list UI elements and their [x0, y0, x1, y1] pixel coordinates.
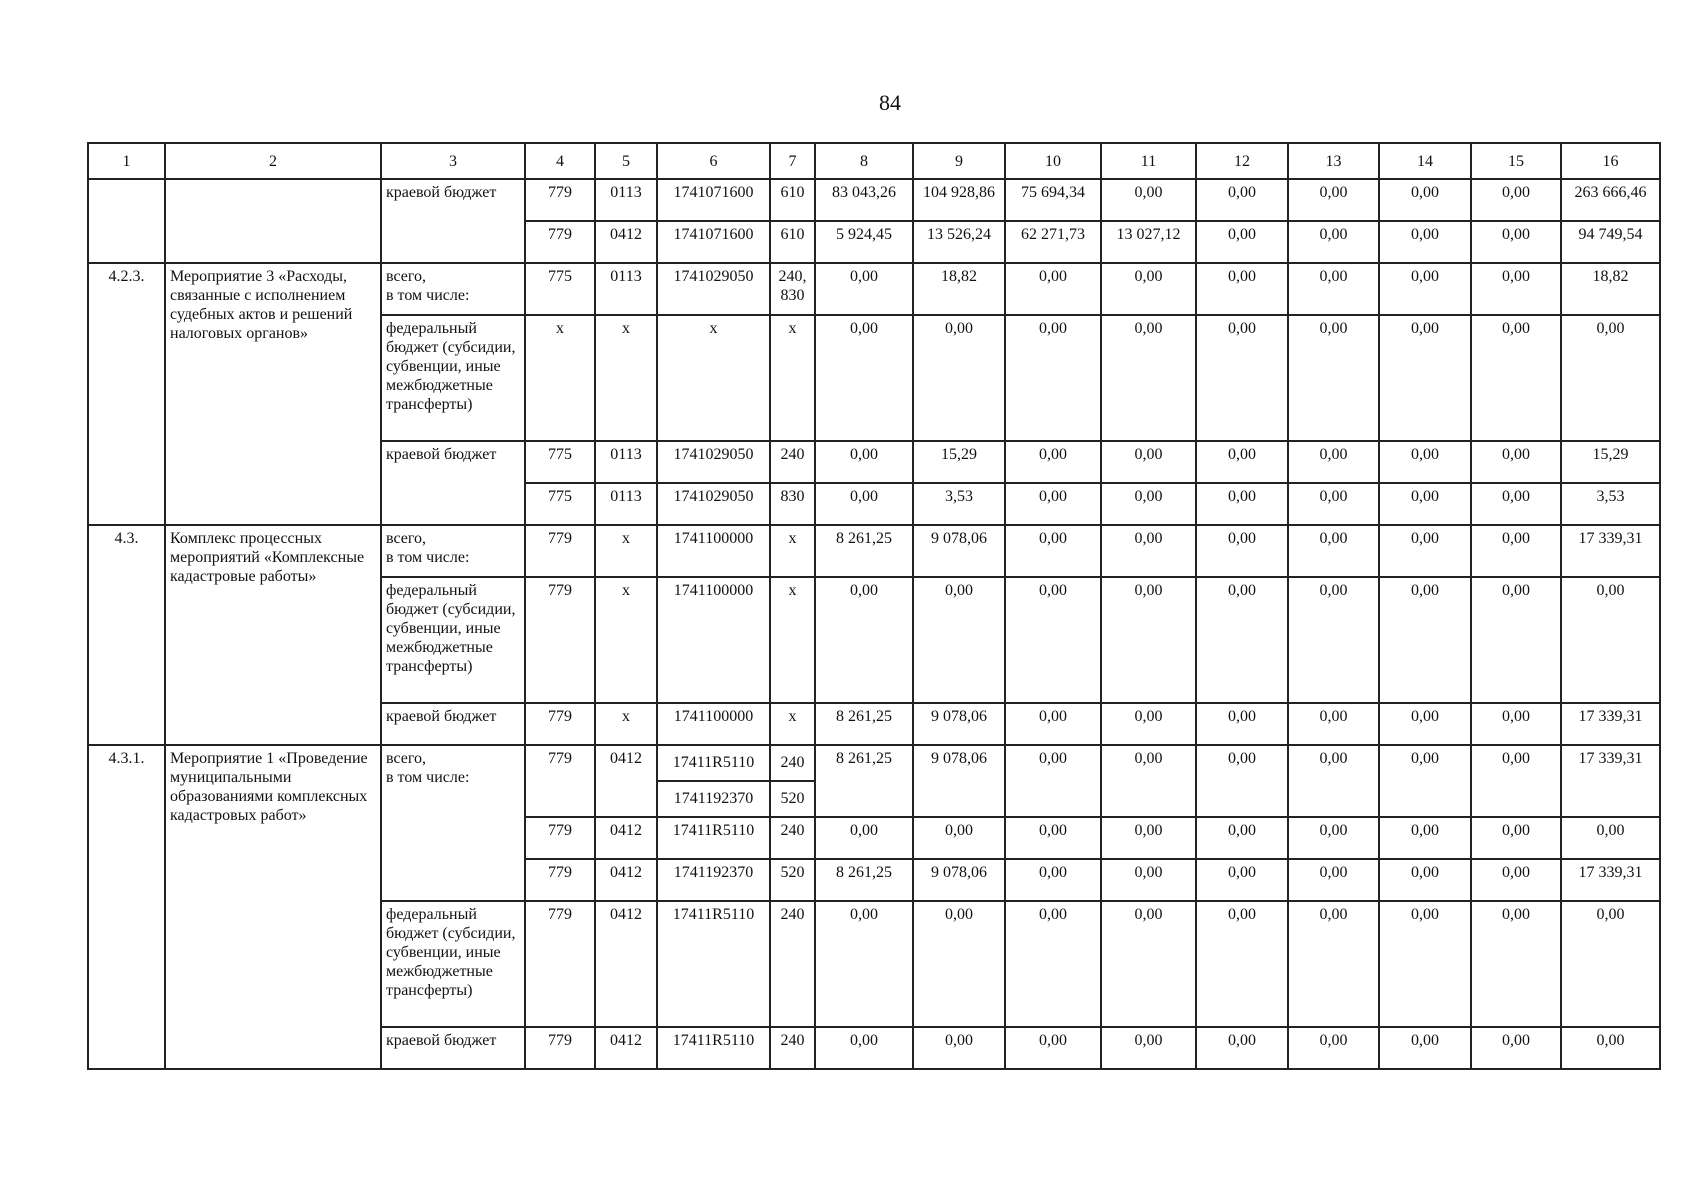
amount-cell: 0,00 [1101, 441, 1196, 483]
amount-cell: 0,00 [1471, 703, 1561, 745]
funding-source: федеральный бюджет (субсидии, субвенции, иные межбюджетные трансферты) [381, 901, 525, 1027]
header-cell: 5 [595, 143, 657, 179]
amount-cell: 17 339,31 [1561, 859, 1660, 901]
header-cell: 15 [1471, 143, 1561, 179]
amount-cell: 0,00 [1101, 745, 1196, 817]
amount-cell: 0,00 [1288, 315, 1379, 441]
col-6-value: 17411R5110 [657, 901, 770, 1027]
amount-cell: 0,00 [1471, 483, 1561, 525]
row-code: 4.3.1. [88, 745, 165, 1069]
col-6-value: 17411R5110 [657, 1027, 770, 1069]
amount-cell: 0,00 [1005, 263, 1101, 315]
amount-cell: 62 271,73 [1005, 221, 1101, 263]
col-4-value: 779 [525, 179, 595, 221]
amount-cell: 0,00 [815, 1027, 913, 1069]
amount-cell: 104 928,86 [913, 179, 1005, 221]
funding-source: краевой бюджет [381, 1027, 525, 1069]
amount-cell: 8 261,25 [815, 859, 913, 901]
amount-cell: 0,00 [1101, 817, 1196, 859]
col-6-value: 1741029050 [657, 263, 770, 315]
table-row [88, 745, 1660, 817]
amount-cell: 0,00 [1101, 703, 1196, 745]
amount-cell: 0,00 [1288, 179, 1379, 221]
col-4-value: 779 [525, 901, 595, 1027]
funding-source: всего, в том числе: [381, 525, 525, 577]
amount-cell: 0,00 [1288, 901, 1379, 1027]
amount-cell: 0,00 [1379, 179, 1471, 221]
amount-cell: 94 749,54 [1561, 221, 1660, 263]
amount-cell: 0,00 [1379, 483, 1471, 525]
amount-cell: 0,00 [815, 901, 913, 1027]
amount-cell: 0,00 [1101, 179, 1196, 221]
amount-cell: 0,00 [1196, 179, 1288, 221]
amount-cell: 0,00 [1471, 745, 1561, 817]
col-4-value: 779 [525, 525, 595, 577]
header-cell: 6 [657, 143, 770, 179]
amount-cell: 0,00 [1196, 901, 1288, 1027]
col-4-value: 775 [525, 263, 595, 315]
amount-cell: 0,00 [1288, 1027, 1379, 1069]
amount-cell: 0,00 [1471, 179, 1561, 221]
amount-cell: 0,00 [1101, 901, 1196, 1027]
col-5-value: 0113 [595, 483, 657, 525]
amount-cell: 0,00 [815, 817, 913, 859]
col-6-value: 1741071600 [657, 179, 770, 221]
amount-cell: 0,00 [815, 441, 913, 483]
row-description: Комплекс процессных мероприятий «Комплексные кадастровые работы» [165, 525, 381, 745]
header-cell: 4 [525, 143, 595, 179]
amount-cell: 0,00 [1471, 901, 1561, 1027]
amount-cell: 9 078,06 [913, 525, 1005, 577]
col-6-value: 1741100000 [657, 577, 770, 703]
budget-table [87, 142, 1661, 1070]
amount-cell: 0,00 [1379, 315, 1471, 441]
amount-cell: 18,82 [913, 263, 1005, 315]
amount-cell: 0,00 [1379, 441, 1471, 483]
amount-cell: 0,00 [1005, 483, 1101, 525]
header-cell: 11 [1101, 143, 1196, 179]
amount-cell: 15,29 [913, 441, 1005, 483]
col-5-value: х [595, 315, 657, 441]
amount-cell: 0,00 [1471, 221, 1561, 263]
amount-cell: 17 339,31 [1561, 525, 1660, 577]
col-6-value: 1741192370 [673, 790, 754, 807]
col-4-value: 779 [525, 577, 595, 703]
amount-cell: 0,00 [1005, 1027, 1101, 1069]
amount-cell: 0,00 [913, 577, 1005, 703]
header-cell: 16 [1561, 143, 1660, 179]
amount-cell: 0,00 [1379, 263, 1471, 315]
col-7-value: 520 [770, 859, 815, 901]
amount-cell: 9 078,06 [913, 859, 1005, 901]
funding-source: федеральный бюджет (субсидии, субвенции, иные межбюджетные трансферты) [381, 315, 525, 441]
amount-cell: 0,00 [1005, 577, 1101, 703]
header-cell: 8 [815, 143, 913, 179]
amount-cell: 0,00 [913, 817, 1005, 859]
page-number: 84 [879, 90, 901, 115]
col-7-value: х [770, 577, 815, 703]
funding-source: краевой бюджет [381, 441, 525, 525]
amount-cell: 0,00 [815, 315, 913, 441]
header-cell: 14 [1379, 143, 1471, 179]
col-4-value: 779 [525, 221, 595, 263]
header-cell: 1 [88, 143, 165, 179]
amount-cell: 0,00 [1288, 859, 1379, 901]
col-4-value: х [525, 315, 595, 441]
table-row [88, 525, 1660, 577]
row-description [165, 179, 381, 263]
amount-cell: 0,00 [1005, 859, 1101, 901]
amount-cell: 0,00 [1005, 441, 1101, 483]
amount-cell: 0,00 [1196, 859, 1288, 901]
amount-cell: 5 924,45 [815, 221, 913, 263]
amount-cell: 0,00 [1196, 703, 1288, 745]
amount-cell: 0,00 [1379, 221, 1471, 263]
amount-cell: 0,00 [1005, 315, 1101, 441]
col-4-value: 779 [525, 859, 595, 901]
amount-cell: 0,00 [1196, 745, 1288, 817]
header-cell: 13 [1288, 143, 1379, 179]
table-row [88, 263, 1660, 315]
col-6-value: х [657, 315, 770, 441]
amount-cell: 0,00 [1471, 441, 1561, 483]
amount-cell: 8 261,25 [815, 525, 913, 577]
amount-cell: 0,00 [1379, 817, 1471, 859]
table-row [88, 179, 1660, 221]
amount-cell: 0,00 [1561, 315, 1660, 441]
amount-cell: 0,00 [1101, 525, 1196, 577]
col-7-value: х [770, 703, 815, 745]
amount-cell: 0,00 [1471, 263, 1561, 315]
amount-cell: 0,00 [1101, 483, 1196, 525]
funding-source: всего, в том числе: [381, 263, 525, 315]
col-6-value: 1741100000 [657, 703, 770, 745]
amount-cell: 13 526,24 [913, 221, 1005, 263]
amount-cell: 18,82 [1561, 263, 1660, 315]
amount-cell: 0,00 [1101, 859, 1196, 901]
row-code: 4.3. [88, 525, 165, 745]
col-6-value: 1741100000 [657, 525, 770, 577]
amount-cell: 0,00 [1471, 315, 1561, 441]
col-7-value: х [770, 525, 815, 577]
amount-cell: 0,00 [1005, 703, 1101, 745]
amount-cell: 0,00 [1196, 441, 1288, 483]
col-5-value: х [595, 525, 657, 577]
col-6-value: 1741029050 [657, 441, 770, 483]
header-cell: 7 [770, 143, 815, 179]
amount-cell: 17 339,31 [1561, 745, 1660, 817]
amount-cell: 0,00 [1005, 901, 1101, 1027]
col-7-value-pair [770, 745, 815, 817]
amount-cell: 0,00 [1005, 745, 1101, 817]
amount-cell: 0,00 [1196, 577, 1288, 703]
col-7-value: 240 [770, 1027, 815, 1069]
col-5-value: х [595, 703, 657, 745]
amount-cell: 8 261,25 [815, 745, 913, 817]
amount-cell: 9 078,06 [913, 703, 1005, 745]
amount-cell: 0,00 [1101, 315, 1196, 441]
row-code [88, 179, 165, 263]
col-7-value: 610 [770, 179, 815, 221]
amount-cell: 0,00 [1471, 525, 1561, 577]
amount-cell: 9 078,06 [913, 745, 1005, 817]
amount-cell: 0,00 [1196, 263, 1288, 315]
row-code: 4.2.3. [88, 263, 165, 525]
col-5-value: 0412 [595, 745, 657, 817]
row-description: Мероприятие 3 «Расходы, связанные с исполнением судебных актов и решений налоговых органов» [165, 263, 381, 525]
amount-cell: 75 694,34 [1005, 179, 1101, 221]
amount-cell: 83 043,26 [815, 179, 913, 221]
amount-cell: 0,00 [1288, 441, 1379, 483]
amount-cell: 0,00 [1005, 817, 1101, 859]
amount-cell: 3,53 [913, 483, 1005, 525]
amount-cell: 0,00 [1379, 703, 1471, 745]
amount-cell: 0,00 [1005, 525, 1101, 577]
col-4-value: 779 [525, 745, 595, 817]
col-4-value: 779 [525, 817, 595, 859]
amount-cell: 0,00 [1101, 1027, 1196, 1069]
header-cell: 9 [913, 143, 1005, 179]
amount-cell: 15,29 [1561, 441, 1660, 483]
header-cell: 10 [1005, 143, 1101, 179]
amount-cell: 0,00 [1288, 745, 1379, 817]
col-5-value: 0412 [595, 859, 657, 901]
col-6-value: 1741029050 [657, 483, 770, 525]
amount-cell: 0,00 [1379, 745, 1471, 817]
amount-cell: 0,00 [913, 1027, 1005, 1069]
amount-cell: 0,00 [1471, 1027, 1561, 1069]
amount-cell: 0,00 [1288, 221, 1379, 263]
header-cell: 2 [165, 143, 381, 179]
amount-cell: 0,00 [1196, 817, 1288, 859]
col-4-value: 775 [525, 441, 595, 483]
amount-cell: 0,00 [1288, 483, 1379, 525]
amount-cell: 0,00 [1196, 483, 1288, 525]
row-description: Мероприятие 1 «Проведение муниципальными образованиями комплексных кадастровых работ» [165, 745, 381, 1069]
amount-cell: 0,00 [1288, 817, 1379, 859]
amount-cell: 0,00 [1471, 577, 1561, 703]
amount-cell: 13 027,12 [1101, 221, 1196, 263]
col-5-value: 0113 [595, 263, 657, 315]
col-4-value: 779 [525, 1027, 595, 1069]
amount-cell: 0,00 [815, 483, 913, 525]
col-7-value: 240 [770, 441, 815, 483]
funding-source: краевой бюджет [381, 179, 525, 263]
amount-cell: 0,00 [1288, 577, 1379, 703]
col-5-value: 0412 [595, 817, 657, 859]
funding-source: федеральный бюджет (субсидии, субвенции, иные межбюджетные трансферты) [381, 577, 525, 703]
header-row [88, 143, 1660, 179]
col-5-value: 0113 [595, 441, 657, 483]
amount-cell: 0,00 [1288, 703, 1379, 745]
col-6-value: 1741071600 [657, 221, 770, 263]
amount-cell: 0,00 [1101, 577, 1196, 703]
amount-cell: 0,00 [815, 577, 913, 703]
amount-cell: 0,00 [1379, 525, 1471, 577]
col-6-value: 17411R5110 [657, 817, 770, 859]
amount-cell: 0,00 [1288, 525, 1379, 577]
col-5-value: 0412 [595, 1027, 657, 1069]
col-6-value: 1741192370 [657, 859, 770, 901]
header-cell: 3 [381, 143, 525, 179]
col-5-value: 0113 [595, 179, 657, 221]
col-5-value: 0412 [595, 901, 657, 1027]
col-7-value: 240 [771, 746, 814, 782]
col-5-value: х [595, 577, 657, 703]
amount-cell: 0,00 [1196, 315, 1288, 441]
amount-cell: 0,00 [1288, 263, 1379, 315]
amount-cell: 17 339,31 [1561, 703, 1660, 745]
col-7-value: 240, 830 [770, 263, 815, 315]
amount-cell: 3,53 [1561, 483, 1660, 525]
amount-cell: 0,00 [1379, 901, 1471, 1027]
col-4-value: 775 [525, 483, 595, 525]
col-6-value-pair [657, 745, 770, 817]
amount-cell: 0,00 [1379, 1027, 1471, 1069]
amount-cell: 0,00 [913, 901, 1005, 1027]
col-7-value: х [770, 315, 815, 441]
funding-source: краевой бюджет [381, 703, 525, 745]
amount-cell: 8 261,25 [815, 703, 913, 745]
header-cell: 12 [1196, 143, 1288, 179]
col-7-value: 610 [770, 221, 815, 263]
amount-cell: 0,00 [1561, 817, 1660, 859]
col-7-value: 240 [770, 901, 815, 1027]
col-4-value: 779 [525, 703, 595, 745]
amount-cell: 0,00 [1561, 577, 1660, 703]
col-7-value: 520 [780, 790, 805, 807]
col-7-value: 830 [770, 483, 815, 525]
amount-cell: 0,00 [1561, 1027, 1660, 1069]
amount-cell: 0,00 [1379, 859, 1471, 901]
funding-source: всего, в том числе: [381, 745, 525, 901]
amount-cell: 0,00 [1379, 577, 1471, 703]
amount-cell: 0,00 [1196, 525, 1288, 577]
amount-cell: 0,00 [913, 315, 1005, 441]
amount-cell: 263 666,46 [1561, 179, 1660, 221]
col-7-value: 240 [770, 817, 815, 859]
amount-cell: 0,00 [815, 263, 913, 315]
col-5-value: 0412 [595, 221, 657, 263]
amount-cell: 0,00 [1471, 859, 1561, 901]
amount-cell: 0,00 [1101, 263, 1196, 315]
amount-cell: 0,00 [1196, 1027, 1288, 1069]
amount-cell: 0,00 [1471, 817, 1561, 859]
amount-cell: 0,00 [1561, 901, 1660, 1027]
col-6-value: 17411R5110 [658, 746, 769, 782]
amount-cell: 0,00 [1196, 221, 1288, 263]
